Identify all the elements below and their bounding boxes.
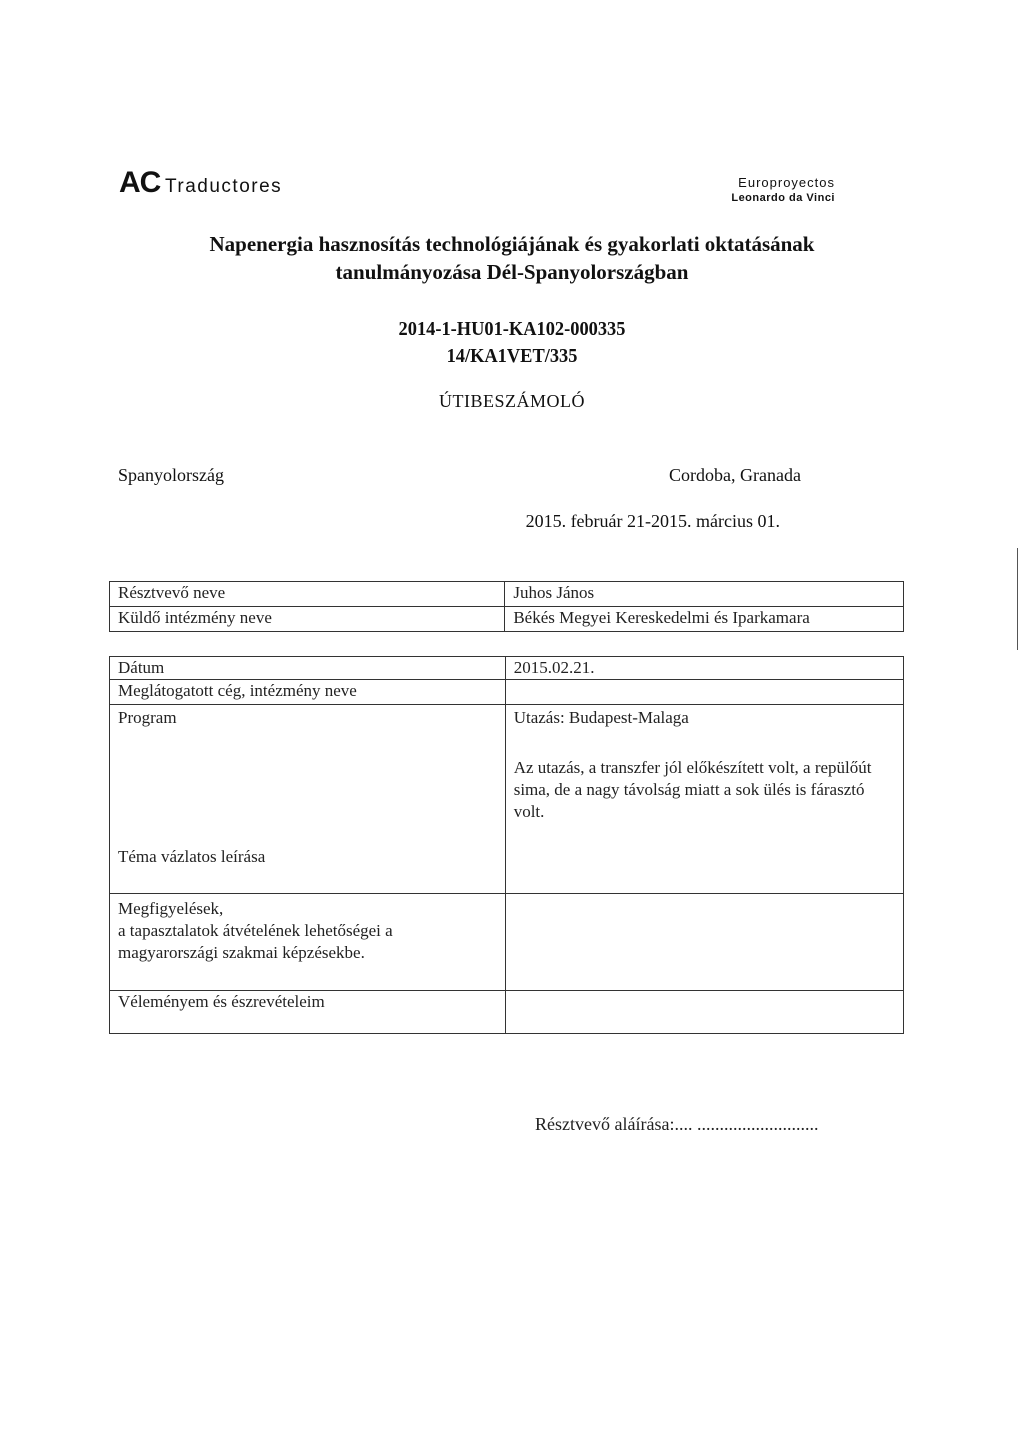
observations-label-line3: magyarországi szakmai képzésekbe. bbox=[118, 943, 365, 962]
program-value: Utazás: Budapest-Malaga bbox=[513, 708, 689, 727]
visited-label: Meglátogatott cég, intézmény neve bbox=[110, 680, 506, 705]
program-label: Program bbox=[118, 708, 177, 727]
program-row bbox=[110, 705, 904, 894]
visited-value bbox=[505, 680, 903, 705]
date-value: 2015.02.21. bbox=[505, 657, 903, 680]
cities: Cordoba, Granada bbox=[669, 465, 801, 485]
theme-label: Téma vázlatos leírása bbox=[118, 847, 266, 866]
date-row bbox=[110, 657, 904, 680]
participant-name-label: Résztvevő neve bbox=[110, 582, 505, 607]
participant-name-value: Juhos János bbox=[505, 582, 904, 607]
participant-name-row bbox=[110, 582, 904, 607]
observations-label-line2: a tapasztalatok átvételének lehetőségei a bbox=[118, 921, 393, 940]
observations-value bbox=[505, 894, 903, 991]
institution-label: Küldő intézmény neve bbox=[110, 607, 505, 632]
europroyectos-logo-text: Europroyectos bbox=[738, 175, 835, 190]
opinion-row bbox=[110, 991, 904, 1034]
institution-row bbox=[110, 607, 904, 632]
program-label-cell bbox=[110, 705, 506, 894]
travel-dates: 2015. február 21-2015. március 01. bbox=[525, 511, 780, 531]
theme-description: Az utazás, a transzfer jól előkészített volt, a repülőút sima, de a nagy távolság miatt a sok ülés is fárasztó volt. bbox=[513, 758, 872, 821]
observations-label-line1: Megfigyelések, bbox=[118, 899, 224, 918]
signature-line bbox=[535, 1114, 818, 1135]
ac-traductores-logo-text: Traductores bbox=[165, 176, 283, 197]
ac-traductores-logo-mark: AC bbox=[119, 166, 161, 199]
participant-table bbox=[109, 581, 904, 632]
country: Spanyolország bbox=[118, 465, 224, 485]
signature-label: Résztvevő aláírása:.... bbox=[535, 1114, 693, 1134]
project-code: 2014-1-HU01-KA102-000335 bbox=[398, 318, 626, 340]
observations-row bbox=[110, 894, 904, 991]
opinion-value bbox=[505, 991, 903, 1034]
document-title-line2: tanulmányozása Dél-Spanyolországban bbox=[335, 260, 689, 284]
program-value-cell bbox=[505, 705, 903, 894]
document-title-line1: Napenergia hasznosítás technológiájának és gyakorlati oktatásának bbox=[209, 232, 815, 256]
report-label: ÚTIBESZÁMOLÓ bbox=[439, 391, 585, 411]
leonardo-da-vinci-logo-text: Leonardo da Vinci bbox=[731, 192, 835, 204]
institution-value: Békés Megyei Kereskedelmi és Iparkamara bbox=[505, 607, 904, 632]
date-label: Dátum bbox=[110, 657, 506, 680]
signature-dots: ........................... bbox=[692, 1114, 819, 1134]
details-table bbox=[109, 656, 904, 1034]
margin-line bbox=[1017, 548, 1018, 650]
visited-row bbox=[110, 680, 904, 705]
contract-code: 14/KA1VET/335 bbox=[446, 345, 578, 367]
observations-label-cell bbox=[110, 894, 506, 991]
opinion-label: Véleményem és észrevételeim bbox=[110, 991, 506, 1034]
